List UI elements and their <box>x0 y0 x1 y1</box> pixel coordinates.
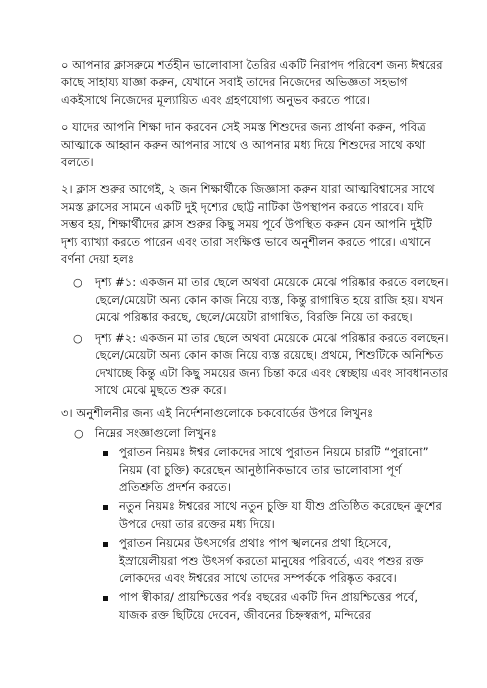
definition-atonement: পাপ স্বীকার/ প্রায়শ্চিত্তের পর্বঃ বছরের একটি দিন প্রায়শ্চিত্তের পর্বে, যাজক রক্ত ছিটিয়ে দেবেন, জীবনের চিহ্নস্বরূপ, মন্দিরের <box>119 590 419 622</box>
definitions-intro-text: নিম্নের সংজ্ঞাগুলো লিখুনঃ <box>95 425 217 440</box>
scene-2-text: দৃশ্য #২: একজন মা তার ছেলে অথবা মেয়েকে মেঝে পরিষ্কার করতে বলছেন। ছেলে/মেয়েটা অন্য কোন কাজ নিয়ে ব্যস্ত রয়েছে। প্রথমে, শিশুটিকে অনিশ্চিত দেখাচ্ছে কিন্তু এটা কিছু সময়ের জন্য চিন্তা করে এবং স্বেচ্ছায় এবং সাবধানতার সাথে মেঝে মুছতে শুরু করে। <box>95 330 449 397</box>
square-bullet-icon <box>103 505 108 510</box>
definition-items <box>95 444 449 624</box>
definition-old-testament: পুরাতন নিয়মঃ ঈশ্বর লোকদের সাথে পুরাতন নিয়মে চারটি “পুরানো” নিয়ম (বা চুক্তি) করেছেন আনুষ্ঠানিকভাবে তার ভালোবাসা পূর্ণ প্রতিশ্রুতি প্রদর্শন করতে। <box>119 445 429 494</box>
scene-list <box>61 274 449 399</box>
definition-sacrifice: পুরাতন নিয়মের উৎসর্গের প্রথাঃ পাপ স্খলনের প্রথা হিসেবে, ইস্রায়েলীয়রা পশু উৎসর্গ করতো মানুষের পরিবর্তে, এবং পশুর রক্ত লোকদের এবং ঈশ্বরের সাথে তাদের সম্পর্ককে পরিষ্কৃত করবে। <box>119 536 424 585</box>
hollow-circle-bullet-icon: ○ <box>74 426 84 440</box>
paragraph-step-2: ২। ক্লাস শুরুর আগেই, ২ জন শিক্ষার্থীকে জিজ্ঞাসা করুন যারা আত্মবিশ্বাসের সাথে সমস্ত ক্লাসের সামনে একটি দুই দৃশ্যের ছোট্ট নাটিকা উপস্থাপন করতে পারবে। যদি সম্ভব হয়, শিক্ষার্থীদের ক্লাস শুরুর কিছু সময় পূর্বে উপস্থিত করুন যেন আপনি দুইটি দৃশ্য ব্যাখ্যা করতে পারেন এবং তারা সংক্ষিপ্ত ভাবে অনুশীলন করতে পারে। এখানে বর্ণনা দেয়া হলঃ <box>61 182 435 267</box>
paragraph-step-3: ৩। অনুশীলনীর জন্য এই নির্দেশনাগুলোকে চকবোর্ডের উপরে লিখুনঃ <box>61 406 374 421</box>
list-item-old-testament <box>95 444 449 496</box>
hollow-circle-bullet-icon: ○ <box>73 276 83 290</box>
paragraph-pray-for-children: ০ যাদের আপনি শিক্ষা দান করবেন সেই সমস্ত শিশুদের জন্য প্রার্থনা করুন, পবিত্র আত্মাকে আহ্বান করুন আপনার সাথে ও আপনার মধ্য দিয়ে শিশুদের সাথে কথা বলতে। <box>61 120 426 170</box>
list-item-new-testament <box>95 498 449 533</box>
paragraph-safe-environment: ০ আপনার ক্লাসরুমে শর্তহীন ভালোবাসা তৈরির একটি নিরাপদ পরিবেশ জন্য ঈশ্বরের কাছে সাহায্য যাজ্ঞা করুন, যেখানে সবাই তাদের নিজেদের অভিজ্ঞতা সহভাগ একইসাথে নিজেদের মূল্যায়িত এবং গ্রহণযোগ্য অনুভব করতে পারে। <box>61 58 443 107</box>
list-item-atonement <box>95 589 449 624</box>
definition-new-testament: নতুন নিয়মঃ ঈশ্বরের সাথে নতুন চুক্তি যা যীশু প্রতিষ্ঠিত করেছেন ক্রুশের উপরে দেয়া তার রক্তের মধ্য দিয়ে। <box>119 499 442 531</box>
definitions-list <box>61 425 449 624</box>
square-bullet-icon <box>103 542 108 547</box>
list-item-definitions-intro <box>61 425 449 624</box>
hollow-circle-bullet-icon: ○ <box>73 331 83 345</box>
square-bullet-icon <box>103 596 108 601</box>
list-item-sacrifice <box>95 535 449 587</box>
list-item-scene-2 <box>61 330 449 400</box>
square-bullet-icon <box>103 451 108 456</box>
scene-1-text: দৃশ্য #১: একজন মা তার ছেলে অথবা মেয়েকে মেঝে পরিষ্কার করতে বলছেন। ছেলে/মেয়েটা অন্য কোন কাজ নিয়ে ব্যস্ত, কিন্তু রাগান্বিত হয়ে রাজি হয়। যখন মেঝে পরিষ্কার করছে, ছেলে/মেয়েটা রাগান্বিত, বিরক্তি নিয়ে তা করছে। <box>95 275 449 325</box>
list-item-scene-1 <box>61 274 449 326</box>
